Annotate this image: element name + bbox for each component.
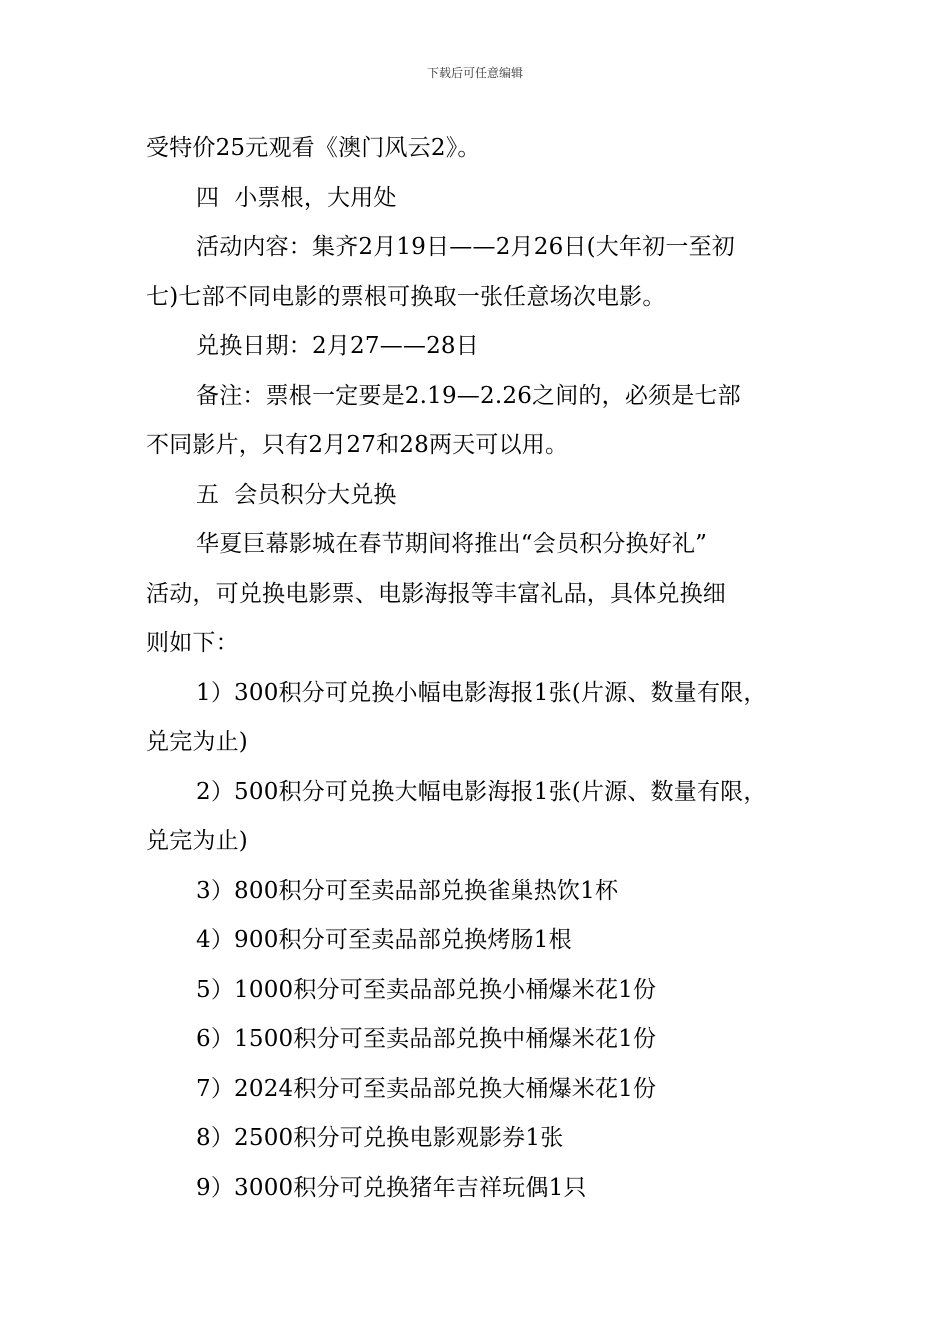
list-item-line: 7）2024积分可至卖品部兑换大桶爆米花1份 — [196, 1075, 657, 1102]
section-heading-4: 四 小票根，大用处 — [196, 184, 397, 211]
list-item-line: 2）500积分可兑换大幅电影海报1张(片源、数量有限， — [196, 778, 767, 805]
list-item-line: 4）900积分可至卖品部兑换烤肠1根 — [196, 927, 572, 953]
list-item-line: 5）1000积分可至卖品部兑换小桶爆米花1份 — [196, 976, 657, 1003]
section-heading-5: 五 会员积分大兑换 — [196, 481, 397, 508]
activity-content-line-2: 七)七部不同电影的票根可换取一张任意场次电影。 — [146, 283, 666, 310]
list-item — [146, 966, 826, 1016]
list-item-line-continued: 兑完为止) — [146, 729, 248, 755]
paragraph-continuation: 受特价25元观看《澳门风云2》。 — [146, 135, 481, 161]
remark-line-1: 备注：票根一定要是2.19—2.26之间的，必须是七部 — [196, 382, 741, 409]
list-item-line: 6）1500积分可至卖品部兑换中桶爆米花1份 — [196, 1026, 657, 1052]
activity-content-line-1: 活动内容：集齐2月19日——2月26日(大年初一至初 — [196, 234, 735, 260]
list-item-line: 1）300积分可兑换小幅电影海报1张(片源、数量有限， — [196, 679, 767, 706]
list-item-line: 3）800积分可至卖品部兑换雀巢热饮1杯 — [196, 877, 619, 904]
exchange-date: 兑换日期：2月27——28日 — [196, 333, 479, 359]
list-item — [146, 1065, 826, 1115]
list-item — [146, 867, 826, 917]
intro-line-1: 华夏巨幕影城在春节期间将推出“会员积分换好礼” — [196, 531, 708, 557]
remark-line-2: 不同影片，只有2月27和28两天可以用。 — [146, 432, 569, 458]
list-item — [146, 1164, 826, 1214]
page-header: 下载后可任意编辑 — [426, 66, 523, 80]
list-item — [146, 669, 826, 768]
list-item — [146, 1015, 826, 1065]
list-item — [146, 1114, 826, 1164]
list-item-line: 9）3000积分可兑换猪年吉祥玩偶1只 — [196, 1174, 587, 1201]
list-item-line-continued: 兑完为止) — [146, 828, 248, 854]
intro-line-2: 活动，可兑换电影票、电影海报等丰富礼品，具体兑换细 — [146, 580, 726, 607]
list-item — [146, 916, 826, 966]
intro-line-3: 则如下： — [146, 630, 239, 656]
list-item-line: 8）2500积分可兑换电影观影券1张 — [196, 1125, 564, 1151]
document-body — [146, 124, 826, 1213]
reward-list — [146, 669, 826, 1214]
list-item — [146, 768, 826, 867]
